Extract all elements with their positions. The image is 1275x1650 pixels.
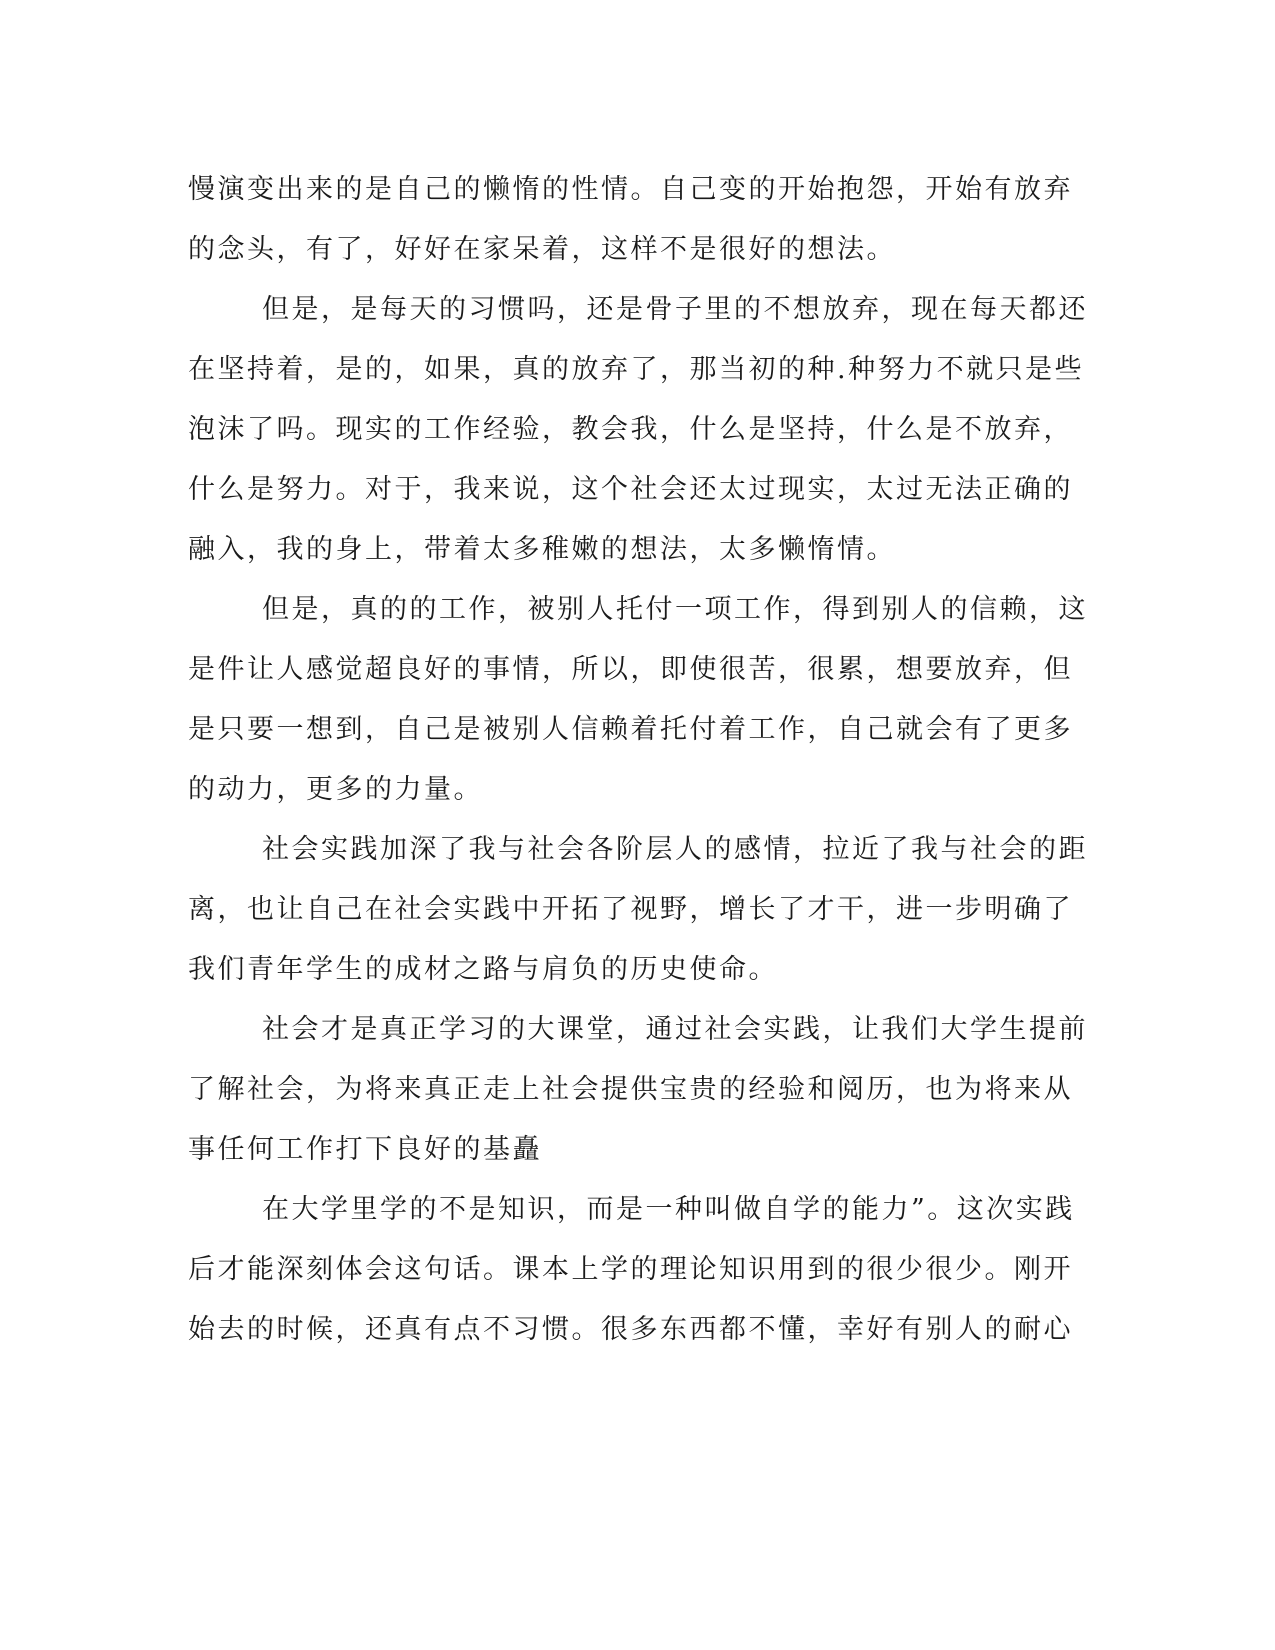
text-line: 融入，我的身上，带着太多稚嫩的想法，太多懒惰情。 (188, 534, 896, 565)
paragraph-first-line: 但是，是每天的习惯吗，还是骨子里的不想放弃，现在每天都还 (262, 294, 1088, 325)
text-line: 的动力，更多的力量。 (188, 774, 483, 805)
text-line: 始去的时候，还真有点不习惯。很多东西都不懂，幸好有别人的耐心 (188, 1314, 1073, 1345)
text-line: 什么是努力。对于，我来说，这个社会还太过现实，太过无法正确的 (188, 474, 1073, 505)
body-text (188, 160, 1088, 1360)
text-line: 事任何工作打下良好的基矗 (188, 1134, 542, 1165)
paragraph-first-line: 社会才是真正学习的大课堂，通过社会实践，让我们大学生提前 (262, 1014, 1088, 1045)
text-line: 离，也让自己在社会实践中开拓了视野，增长了才干，进一步明确了 (188, 894, 1073, 925)
paragraph-first-line: 社会实践加深了我与社会各阶层人的感情，拉近了我与社会的距 (262, 834, 1088, 865)
paragraph-first-line: 但是，真的的工作，被别人托付一项工作，得到别人的信赖，这 (262, 594, 1088, 625)
text-line: 在坚持着，是的，如果，真的放弃了，那当初的种.种努力不就只是些 (188, 354, 1085, 385)
text-line: 慢演变出来的是自己的懒惰的性情。自己变的开始抱怨，开始有放弃 (188, 174, 1073, 205)
text-line: 是件让人感觉超良好的事情，所以，即使很苦，很累，想要放弃，但 (188, 654, 1073, 685)
text-line: 是只要一想到，自己是被别人信赖着托付着工作，自己就会有了更多 (188, 714, 1073, 745)
paragraph-first-line: 在大学里学的不是知识，而是一种叫做自学的能力”。这次实践 (262, 1194, 1075, 1225)
text-line: 我们青年学生的成材之路与肩负的历史使命。 (188, 954, 778, 985)
text-line: 泡沫了吗。现实的工作经验，教会我，什么是坚持，什么是不放弃， (188, 414, 1073, 445)
text-line: 后才能深刻体会这句话。课本上学的理论知识用到的很少很少。刚开 (188, 1254, 1073, 1285)
text-line: 了解社会，为将来真正走上社会提供宝贵的经验和阅历，也为将来从 (188, 1074, 1073, 1105)
text-line: 的念头，有了，好好在家呆着，这样不是很好的想法。 (188, 234, 896, 265)
